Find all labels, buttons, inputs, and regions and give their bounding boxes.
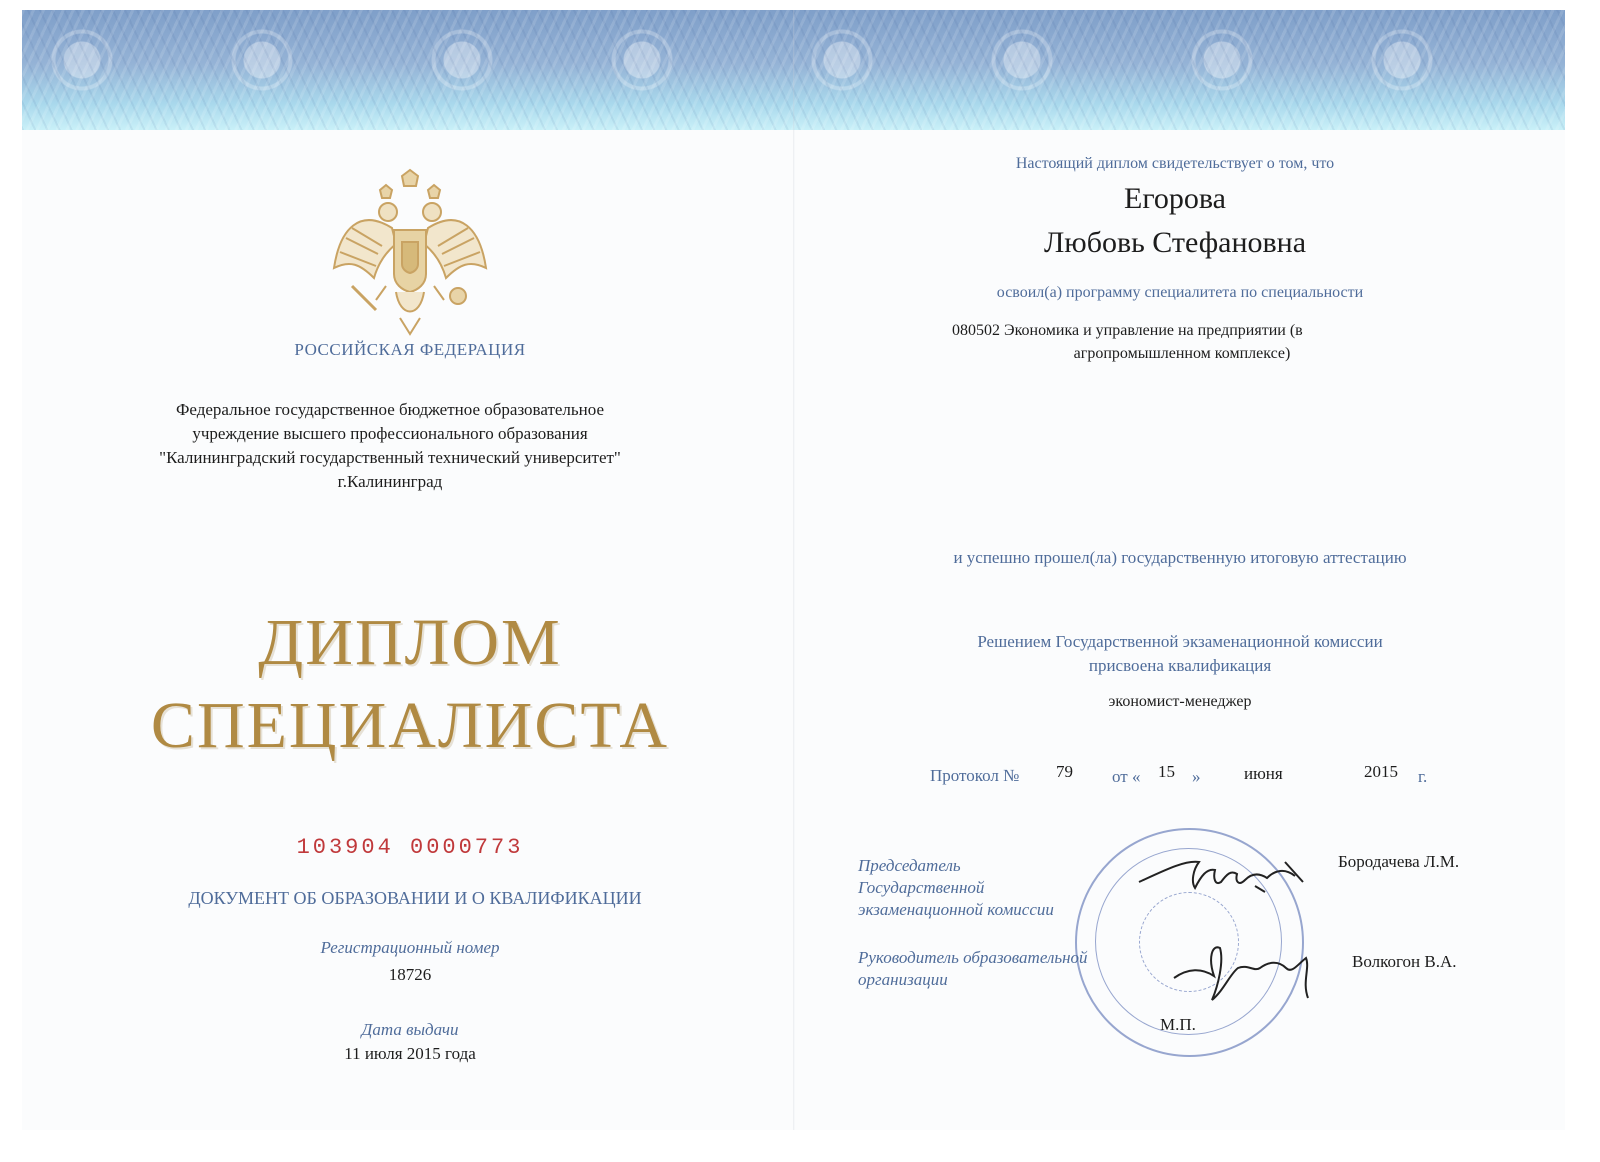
graduate-given-names: Любовь Стефановна (1043, 226, 1307, 259)
specialty-line-2: агропромышленном комплексе) (1073, 345, 1291, 362)
institution-line-3: "Калининградский государственный технический университет" (159, 448, 621, 467)
protocol-label: Протокол № (930, 766, 1020, 785)
coat-of-arms-icon (330, 168, 490, 340)
country-name: РОССИЙСКАЯ ФЕДЕРАЦИЯ (294, 340, 526, 359)
institution-line-4: г.Калининград (337, 472, 443, 491)
head-signature (1168, 938, 1318, 1008)
decision-line-2: присвоена квалификация (1088, 656, 1272, 675)
issue-date: 11 июля 2015 года (344, 1044, 476, 1063)
protocol-month: июня (1244, 764, 1283, 783)
head-title-line-1: Руководитель образовательной (858, 948, 1088, 967)
chair-name: Бородачева Л.М. (1338, 852, 1460, 871)
attestation-text: и успешно прошел(ла) государственную итоговую аттестацию (953, 548, 1407, 567)
qualification: экономист-менеджер (1108, 693, 1252, 710)
graduate-surname: Егорова (1124, 182, 1226, 215)
head-title-line-2: организации (858, 970, 948, 989)
program-intro: освоил(а) программу специалитета по специальности (996, 284, 1364, 301)
protocol-year: 2015 (1364, 762, 1398, 781)
protocol-number: 79 (1056, 762, 1073, 781)
chair-title-line-3: экзаменационной комиссии (858, 900, 1054, 919)
specialty-line-1: 080502 Экономика и управление на предприятии (в (952, 322, 1303, 339)
chair-title-line-2: Государственной (858, 878, 985, 897)
document-type: ДОКУМЕНТ ОБ ОБРАЗОВАНИИ И О КВАЛИФИКАЦИИ (188, 888, 642, 908)
registration-label: Регистрационный номер (320, 938, 500, 957)
seal-label: М.П. (1160, 1015, 1196, 1034)
chair-signature (1135, 852, 1315, 902)
protocol-day-close: » (1192, 767, 1201, 786)
decision-line-1: Решением Государственной экзаменационной комиссии (977, 632, 1383, 651)
protocol-year-suffix: г. (1418, 767, 1428, 786)
protocol-day: 15 (1158, 762, 1175, 781)
serial-number: 103904 0000773 (296, 835, 524, 860)
certification-intro: Настоящий диплом свидетельствует о том, что (1015, 155, 1335, 172)
registration-number: 18726 (388, 965, 432, 984)
diploma-title-line-1: ДИПЛОМ (258, 606, 562, 679)
chair-title-line-1: Председатель (858, 856, 961, 875)
center-fold (793, 10, 795, 1130)
issue-date-label: Дата выдачи (361, 1020, 459, 1039)
protocol-from-label: от « (1112, 767, 1141, 786)
institution-line-1: Федеральное государственное бюджетное образовательное (175, 400, 605, 419)
head-name: Волкогон В.А. (1352, 952, 1457, 971)
institution-line-2: учреждение высшего профессионального образования (192, 424, 588, 443)
diploma-title-line-2: СПЕЦИАЛИСТА (150, 689, 670, 762)
